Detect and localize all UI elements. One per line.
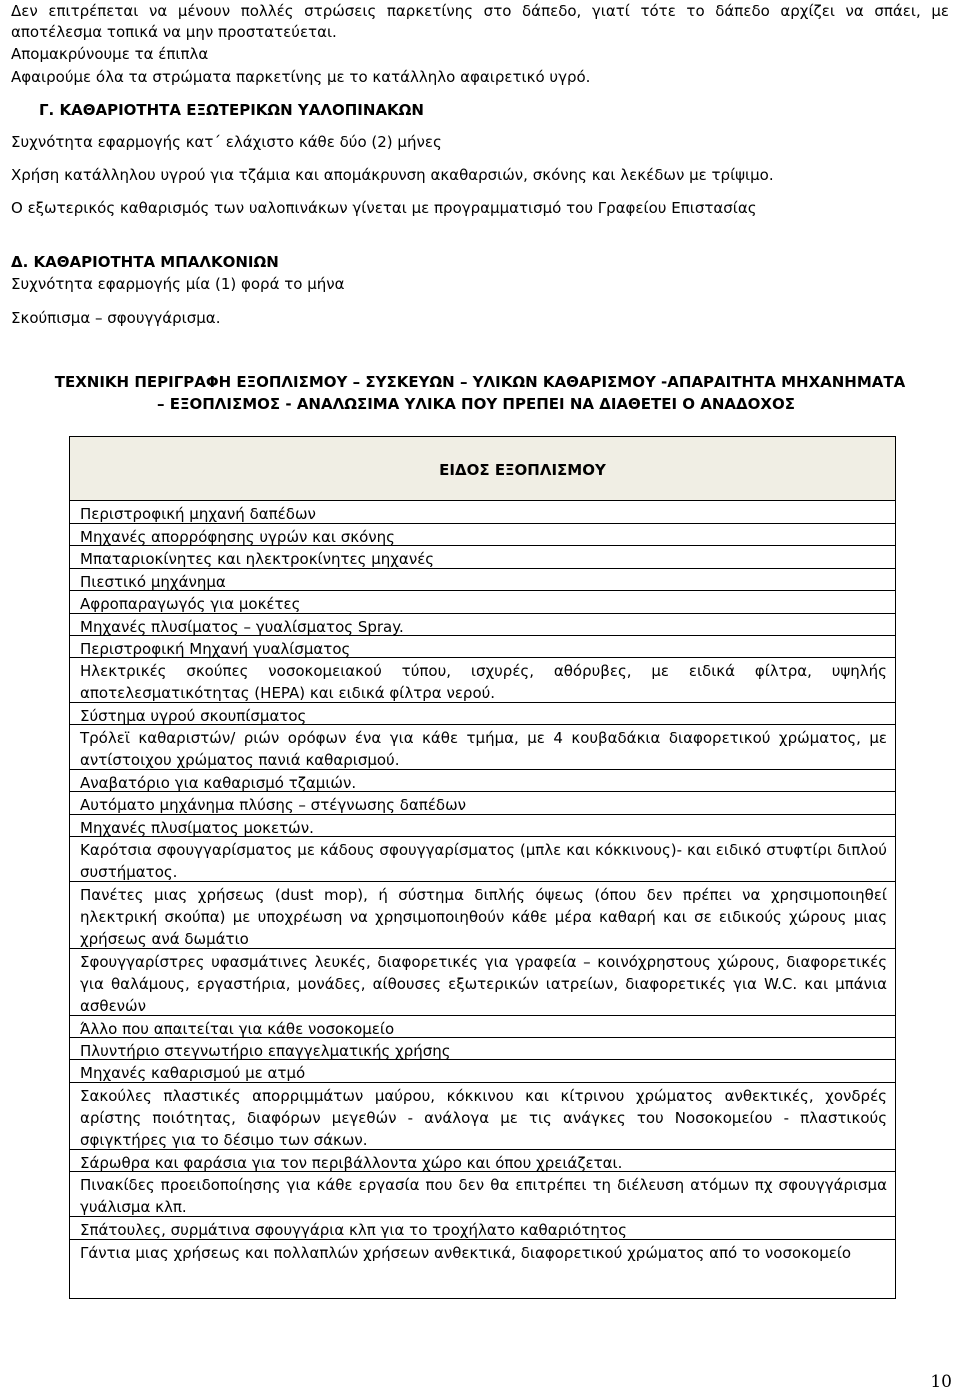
tech-heading-line-1: ΤΕΧΝΙΚΗ ΠΕΡΙΓΡΑΦΗ ΕΞΟΠΛΙΣΜΟΥ – ΣΥΣΚΕΥΩΝ – ΥΛΙΚΩΝ ΚΑΘΑΡΙΣΜΟΥ -ΑΠΑΡΑΙΤΗΤΑ ΜΗΧΑΝΗΜΑΤΑ xyxy=(54,373,906,391)
table-cell-text: Μπαταριοκίνητες και ηλεκτροκίνητες μηχανές xyxy=(80,550,435,568)
table-row xyxy=(70,1038,895,1060)
table-cell-text: Σακούλες πλαστικές απορριμμάτων μαύρου, κόκκινου και κίτρινου χρώματος ανθεκτικές, χονδρές αρίστης ποιότητας, διαφόρων μεγεθών - ανάλογα με τις ανάγκες του Νοσοκομείου - πλαστικούς σφιγκτήρες για το δέσιμο των σάκων. xyxy=(80,1087,887,1149)
table-row xyxy=(70,1172,895,1217)
table-cell-text: Αφροπαραγωγός για μοκέτες xyxy=(80,595,301,613)
table-row xyxy=(70,614,895,636)
table-cell-text: Πανέτες μιας χρήσεως (dust mop), ή σύστημα διπλής όψεως (όπου δεν πρέπει να χρησιμοποιηθεί ηλεκτρική σκούπα) με υποχρέωση να χρησιμοποιηθούν κάθε μέρα καθαρή και σε ειδικούς χώρους μιας χρήσεως ανά δωμάτιο xyxy=(80,886,887,948)
table-cell-text: Τρόλεϊ καθαριστών/ ριών ορόφων ένα για κάθε τμήμα, με 4 κουβαδάκια διαφορετικού χρώματος, με αντίστοιχου χρώματος πανιά καθαρισμού. xyxy=(80,729,887,769)
table-cell-text: Γάντια μιας χρήσεως και πολλαπλών χρήσεων ανθεκτικά, διαφορετικού χρώματος από το νοσοκομείο xyxy=(80,1244,852,1262)
table-cell-text: Μηχανές απορρόφησης υγρών και σκόνης xyxy=(80,528,395,546)
table-row xyxy=(70,725,895,770)
table-row xyxy=(70,815,895,837)
table-row xyxy=(70,658,895,703)
table-header xyxy=(70,437,895,501)
table-row xyxy=(70,792,895,815)
table-row xyxy=(70,1016,895,1038)
table-cell-text: Πινακίδες προειδοποίησης για κάθε εργασία που δεν θα επιτρέπει τη διέλευση ατόμων πχ σφουγγάρισμα γυάλισμα κλπ. xyxy=(80,1176,887,1216)
table-cell-text: Σύστημα υγρού σκουπίσματος xyxy=(80,707,307,725)
table-cell-text: Πλυντήριο στεγνωτήριο επαγγελματικής χρήσης xyxy=(80,1042,451,1060)
table-row xyxy=(70,636,895,658)
table-row xyxy=(70,591,895,614)
section-d-method: Σκούπισμα – σφουγγάρισμα. xyxy=(11,309,221,327)
section-d-title: Δ. ΚΑΘΑΡΙΟΤΗΤΑ ΜΠΑΛΚΟΝΙΩΝ xyxy=(11,253,279,271)
table-row xyxy=(70,546,895,569)
table-cell-text: Μηχανές καθαρισμού με ατμό xyxy=(80,1064,306,1082)
table-row xyxy=(70,703,895,725)
table-row xyxy=(70,770,895,792)
table-row xyxy=(70,837,895,882)
table-row xyxy=(70,1150,895,1172)
table-cell-text: Σάρωθρα και φαράσια για τον περιβάλλοντα χώρο και όπου χρειάζεται. xyxy=(80,1154,623,1172)
table-cell-text: Αυτόματο μηχάνημα πλύσης – στέγνωσης δαπέδων xyxy=(80,796,467,814)
table-cell-text: Άλλο που απαιτείται για κάθε νοσοκομείο xyxy=(80,1020,395,1038)
table-cell-text: Πιεστικό μηχάνημα xyxy=(80,573,226,591)
table-row xyxy=(70,882,895,949)
intro-line-1: Δεν επιτρέπεται να μένουν πολλές στρώσεις παρκετίνης στο δάπεδο, γιατί τότε το δάπεδο αρχίζει να σπάει, με xyxy=(11,2,949,20)
section-d-frequency: Συχνότητα εφαρμογής μία (1) φορά το μήνα xyxy=(11,275,345,293)
section-g-method: Χρήση κατάλληλου υγρού για τζάμια και απομάκρυνση ακαθαρσιών, σκόνης και λεκέδων με τρίψιμο. xyxy=(11,166,774,184)
intro-line-4: Αφαιρούμε όλα τα στρώματα παρκετίνης με το κατάλληλο αφαιρετικό υγρό. xyxy=(11,68,591,86)
table-cell-text: Καρότσια σφουγγαρίσματος με κάδους σφουγγαρίσματος (μπλε και κόκκινους)- και ειδικό στυφτίρι διπλού συστήματος. xyxy=(80,841,887,881)
intro-line-3: Απομακρύνουμε τα έπιπλα xyxy=(11,45,209,63)
table-cell-text: Περιστροφική Μηχανή γυαλίσματος xyxy=(80,640,351,658)
table-row xyxy=(70,1060,895,1083)
table-cell-text: Σφουγγαρίστρες υφασμάτινες λευκές, διαφορετικές για γραφεία – κοινόχρηστους χώρους, διαφορετικές για θαλάμους, εργαστήρια, μονάδες, αίθουσες εξωτερικών ιατρείων, διαφορετικές για W.C. και μπάνια ασθενών xyxy=(80,953,887,1015)
table-row xyxy=(70,524,895,546)
table-cell-text: Αναβατόριο για καθαρισμό τζαμιών. xyxy=(80,774,357,792)
table-cell-text: Σπάτουλες, συρμάτινα σφουγγάρια κλπ για το τροχήλατο καθαριότητος xyxy=(80,1221,627,1239)
section-g-frequency: Συχνότητα εφαρμογής κατ΄ ελάχιστο κάθε δύο (2) μήνες xyxy=(11,133,442,151)
intro-line-2: αποτέλεσμα τοπικά να μην προστατεύεται. xyxy=(11,23,337,41)
table-cell-text: Μηχανές πλυσίματος μοκετών. xyxy=(80,819,314,837)
table-cell-text: Περιστροφική μηχανή δαπέδων xyxy=(80,505,316,523)
section-g-note: Ο εξωτερικός καθαρισμός των υαλοπινάκων γίνεται με προγραμματισμό του Γραφείου Επιστασίας xyxy=(11,199,757,217)
table-row xyxy=(70,1240,895,1285)
table-cell-text: Ηλεκτρικές σκούπες νοσοκομειακού τύπου, ισχυρές, αθόρυβες, με ειδικά φίλτρα, υψηλής αποτελεσματικότητας (HEPA) και ειδικά φίλτρα νερού. xyxy=(80,662,887,702)
table-row xyxy=(70,1217,895,1240)
table-header-label: ΕΙΔΟΣ ΕΞΟΠΛΙΣΜΟΥ xyxy=(439,461,606,479)
table-cell-text: Μηχανές πλυσίματος – γυαλίσματος Spray. xyxy=(80,618,404,636)
table-row xyxy=(70,949,895,1016)
table-row xyxy=(70,501,895,524)
table-row xyxy=(70,569,895,591)
page-number: 10 xyxy=(930,1372,952,1392)
section-g-title: Γ. ΚΑΘΑΡΙΟΤΗΤΑ ΕΞΩΤΕΡΙΚΩΝ ΥΑΛΟΠΙΝΑΚΩΝ xyxy=(39,101,424,119)
table-row xyxy=(70,1083,895,1150)
equipment-table xyxy=(69,436,896,1299)
tech-heading-line-2: – ΕΞΟΠΛΙΣΜΟΣ - ΑΝΑΛΩΣΙΜΑ ΥΛΙΚΑ ΠΟΥ ΠΡΕΠΕΙ ΝΑ ΔΙΑΘΕΤΕΙ Ο ΑΝΑΔΟΧΟΣ xyxy=(157,395,795,413)
